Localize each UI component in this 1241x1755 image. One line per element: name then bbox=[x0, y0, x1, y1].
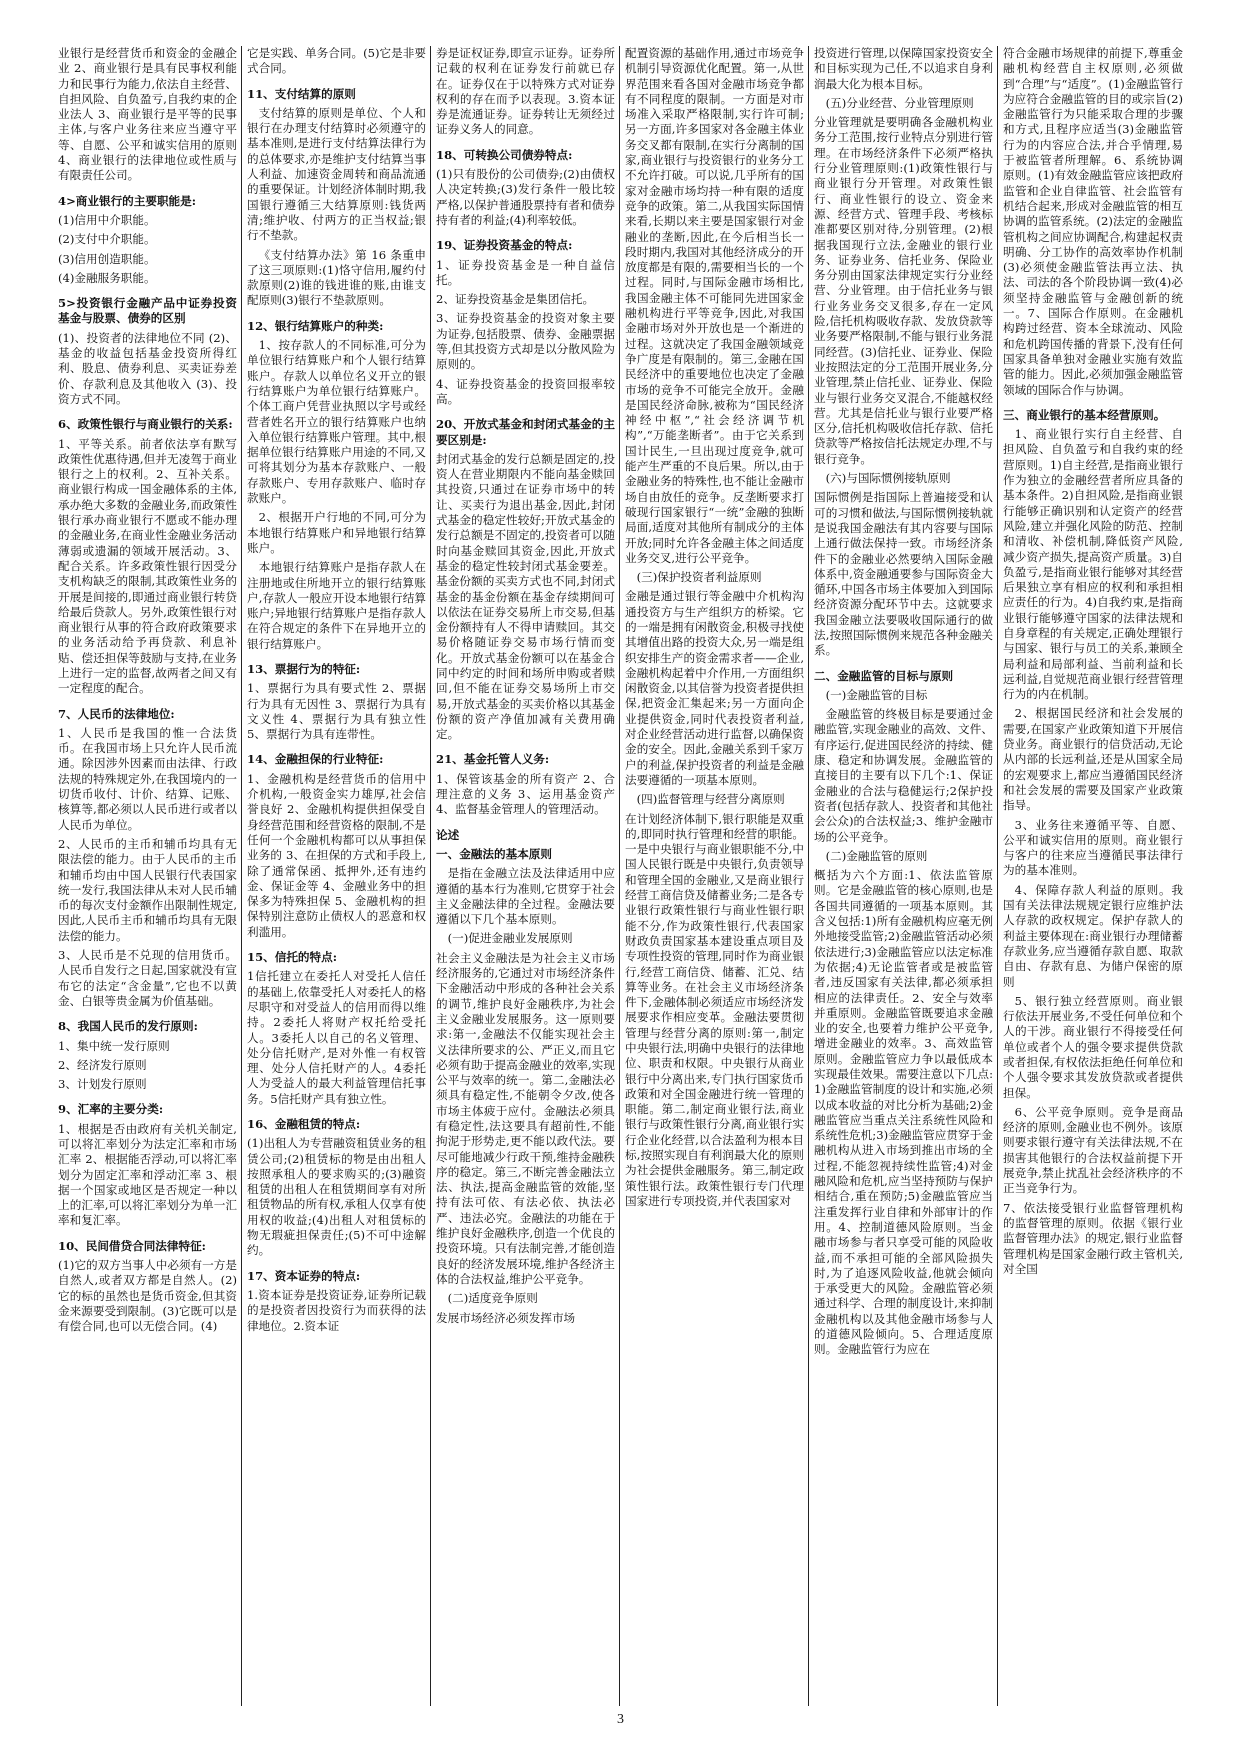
paragraph: (二)适度竞争原则 bbox=[447, 1291, 538, 1306]
paragraph: 1、人民币是我国的惟一合法货币。在我国市场上只允许人民币流通。除因涉外因素而由法律、行政法规的特殊规定外,在我国境内的一切货币收付、计价、结算、记账、核算等,都必须以人民币进行或者以人民币为单位。 bbox=[58, 725, 237, 832]
paragraph: (五)分业经营、分业管理原则 bbox=[825, 95, 974, 110]
paragraph: 2、人民币的主币和辅币均具有无限法偿的能力。由于人民币的主币和辅币均由中国人民银行代表国家统一发行,我国法律从未对人民币辅币的每次支付金额作出限制性规定,因此,人民币主币和辅币均具有无限法偿的能力。 bbox=[58, 836, 237, 943]
section-heading: 16、金融租赁的特点: bbox=[247, 1117, 361, 1131]
paragraph: 封闭式基金的发行总额是固定的,投资人在营业期限内不能向基金赎回其投资,只通过在证券市场中的转让、买卖行为退出基金,因此,封闭式基金的稳定性较好;开放式基金的发行总额是不固定的,投资者可以随时向基金赎回其资金,因此,开放式基金的稳定性较封闭式基金要差。基金份额的买卖方式也不同,封闭式基金的基金份额在基金存续期间可以依法在证券交易所上市交易,但基金份额持有人不得申请赎回。其交易价格随证券交易市场行情而变化。开放式基金份额可以在基金合同中约定的时间和场所申购或者赎回,但不能在证券交易场所上市交易,开放式基金的买卖价格以其基金份额的资产净值加减有关费用确定。 bbox=[436, 451, 615, 742]
paragraph: 它是实践、单务合同。(5)它是非要式合同。 bbox=[247, 46, 426, 76]
paragraph: 是指在金融立法及法律适用中应遵循的基本行为准则,它贯穿于社会主义金融法律的全过程。金融法要遵循以下几个基本原则。 bbox=[436, 866, 615, 927]
paragraph: 配置资源的基础作用,通过市场竞争机制引导资源优化配置。第一,从世界范围来看各国对金融市场竞争都有不同程度的限制。一方面是对市场准入采取严格限制,实行许可制;另一方面,许多国家对各金融主体业务交叉都有限制,在实行分离制的国家,商业银行与投资银行的业务分工不允许打破。可以说,几乎所有的国家对金融市场均持一种有限的适度竞争的政策。第二,从我国实际国情来看,长期以来主要是国家银行对金融业的垄断,因此,在今后相当长一段时期内,我国对其他经济成分的开放度都是有限的,需要相当长的一个过程。同时,与国际金融市场相比,我国金融主体不可能同先进国家金融机构进行平等竞争,因此,对我国金融市场对外开放也是一个渐进的过程。这就决定了我国金融领域竞争广度是有限制的。第三,金融在国民经济中的重要地位也决定了金融市场的竞争不可能完全放开。金融是国民经济命脉,被称为“国民经济神经中枢”,“社会经济调节机构”,“万能垄断者”。由于它关系到国计民生,一旦出现过度竞争,就可能产生严重的不良后果。所以,由于金融业务的特殊性,也不能让金融市场自由放任的竞争。反垄断要求打破现行国家银行“一统”金融的独断局面,适度对其他所有制成分的主体开放;同时允许各金融主体之间适度业务交叉,进行公平竞争。 bbox=[625, 46, 804, 565]
paragraph: 5、银行独立经营原则。商业银行依法开展业务,不受任何单位和个人的干涉。商业银行不得接受任何单位或者个人的强令要求提供贷款或者担保,有权依法拒绝任何单位和个人强令要求其发放贷款或者提供担保。 bbox=[1003, 993, 1183, 1100]
section-heading: 10、民间借贷合同法律特征: bbox=[58, 1238, 206, 1253]
paragraph: 1、根据是否由政府有关机关制定,可以将汇率划分为法定汇率和市场汇率 2、根据能否浮动,可以将汇率划分为固定汇率和浮动汇率 3、根据一个国家或地区是否规定一种以上的汇率,可以将汇率划分为单一汇率和复汇率。 bbox=[58, 1121, 237, 1228]
paragraph: 业银行是经营货币和资金的金融企业 2、商业银行是具有民事权利能力和民事行为能力,依法自主经营、自担风险、自负盈亏,自我约束的企业法人 3、商业银行是平等的民事主体,与客户业务往来应当遵守平等、自愿、公平和诚实信用的原则 4、商业银行的法律地位或性质与有限责任公司。 bbox=[58, 46, 237, 183]
text-column-6 bbox=[1003, 46, 1187, 1706]
text-column-1 bbox=[58, 46, 242, 1706]
section-heading: 9、汇率的主要分类: bbox=[58, 1102, 164, 1117]
paragraph: (六)与国际惯例接轨原则 bbox=[825, 471, 951, 486]
paragraph: 4、证券投资基金的投资回报率较高。 bbox=[436, 376, 615, 406]
paragraph: 本地银行结算账户是指存款人在注册地或住所地开立的银行结算账户,存款人一般应开设本地银行结算账户;异地银行结算账户是指存款人在符合规定的条件下在异地开立的银行结算账户。 bbox=[247, 560, 426, 651]
page-number: 3 bbox=[617, 1712, 624, 1727]
section-heading: 7、人民币的法律地位: bbox=[58, 706, 175, 721]
document-page bbox=[58, 46, 1188, 1706]
section-heading: 18、可转换公司债券特点: bbox=[436, 147, 573, 162]
text-column-3 bbox=[436, 46, 620, 1706]
paragraph: 3、证券投资基金的投资对象主要为证券,包括股票、债券、金融票据等,但其投资方式却是以分散风险为原则的。 bbox=[436, 311, 615, 372]
paragraph: 1、按存款人的不同标准,可分为单位银行结算账户和个人银行结算账户。存款人以单位名义开立的银行结算账户为单位银行结算账户。个体工商户凭营业执照以字号或经营者姓名开立的银行结算账户也纳入单位银行结算账户管理。其中,根据单位银行结算账户用途的不同,又可将其划分为基本存款账户、一般存款账户、专用存款账户、临时存款账户。 bbox=[247, 338, 426, 506]
paragraph: 金融是通过银行等金融中介机构沟通投资方与生产组织方的桥梁。它的一端是拥有闲散资金,积极寻找使其增值出路的投资大众,另一端是组织安排生产的资金需求者——企业,金融机构起着中介作用,一方面组织闲散资金,以其信誉为投资者提供担保,把资金汇集起来;另一方面向企业提供资金,同时代表投资者利益,对企业经营活动进行监督,以确保资金的安全。因此,金融关系到千家万户的利益,保护投资者的利益是金融法要遵循的一项基本原则。 bbox=[625, 589, 804, 787]
paragraph: 2、证券投资基金是集团信托。 bbox=[436, 292, 595, 307]
paragraph: 1.资本证券是投资证券,证券所记载的是投资者因投资行为而获得的法律地位。2.资本证 bbox=[247, 1287, 426, 1333]
paragraph: 1信托建立在委托人对受托人信任的基础上,依靠受托人对委托人的格尽职守和对受益人的信用而得以维持。2委托人将财产权托给受托人。3委托人以自己的名义管理、处分信托财产,是对外惟一有权管理、处分人信托财产的人。4委托人为受益人的最大利益管理信托事务。5信托财产具有独立性。 bbox=[247, 969, 426, 1106]
paragraph: 1、票据行为具有要式性 2、票据行为具有无因性 3、票据行为具有文义性 4、票据行为具有独立性 5、票据行为具有连带性。 bbox=[247, 681, 426, 742]
paragraph: 4、保障存款人利益的原则。我国有关法律法规规定银行应维护法人存款的政权规定。保护存款人的利益主要体现在:商业银行办理储蓄存款业务,应当遵循存款自愿、取款自由、存款有息、为储户保密的原则 bbox=[1003, 882, 1183, 989]
paragraph: 《支付结算办法》第 16 条重申了这三项原则:(1)恪守信用,履约付款原则(2)谁的钱进谁的账,由谁支配原则(3)银行不垫款原则。 bbox=[247, 247, 426, 308]
paragraph: 1、金融机构是经营货币的信用中介机构,一般资金实力雄厚,社会信誉良好 2、金融机构提供担保受自身经营范围和经营资格的限制,不是任何一个金融机构都可以从事担保业务的 3、在担保的方式和手段上,除了通常保函、抵押外,还有违约金、保证金等 4、金融业务中的担保多为特殊担保 5、金融机构的担保特别注意防止债权人的恶意和权利滥用。 bbox=[247, 771, 426, 939]
paragraph: (三)保护投资者利益原则 bbox=[636, 570, 762, 585]
paragraph: (一)促进金融业发展原则 bbox=[447, 931, 573, 946]
paragraph: (2)支付中介职能。 bbox=[58, 232, 156, 247]
paragraph: 发展市场经济必须发挥市场 bbox=[436, 1310, 576, 1325]
section-heading: 15、信托的特点: bbox=[247, 950, 337, 965]
section-heading: 论述 bbox=[436, 827, 460, 842]
paragraph: 2、根据国民经济和社会发展的需要,在国家产业政策知道下开展信贷业务。商业银行的信贷活动,无论从内部的长远利益,还是从国家全局的宏观要求上,都应当遵循国民经济和社会发展的需要及国家产业政策指导。 bbox=[1003, 706, 1183, 813]
paragraph: (1)只有股份的公司债券;(2)由债权人决定转换;(3)发行条件一般比较严格,以保护普通股票持有者和债券持有者的利益;(4)利率较低。 bbox=[436, 167, 615, 227]
paragraph: (1)出租人为专营融资租赁业务的租赁公司;(2)租赁标的物是由出租人按照承租人的要求购买的;(3)融资租赁的出租人在租赁期间享有对所租赁物品的所有权,承租人仅享有使用权的收益;(4)出租人对租赁标的物无瑕疵担保责任;(5)不可中途解约。 bbox=[247, 1136, 426, 1258]
paragraph: 国际惯例是指国际上普遍接受和认可的习惯和做法,与国际惯例接轨就是说我国金融法有其内容要与国际上通行做法保持一致。市场经济条件下的金融业必然要纳入国际金融体系中,资金融通要参与国际资金大循环,中国各市场主体要加入到国际经济资源分配环节中去。这就要求我国金融立法要吸收国际通行的做法,按照国际惯例来规范各种金融关系。 bbox=[814, 490, 993, 658]
section-heading: 4>商业银行的主要职能是: bbox=[58, 193, 196, 208]
text-column-5 bbox=[814, 46, 998, 1706]
section-heading: 20、开放式基金和封闭式基金的主要区别是: bbox=[436, 417, 615, 447]
paragraph: 概括为六个方面:1、依法监管原则。它是金融监管的核心原则,也是各国共同遵循的一项基本原则。其含义包括:1)所有金融机构应毫无例外地接受监管;2)金融监管活动必须依法进行;3)金融监管应以法定标准为依据;4)无论监管者或是被监管者,违反国家有关法律,都必须承担相应的法律责任。2、安全与效率并重原则。金融监管既要追求金融业的安全,也要着力维护公平竞争,增进金融业的效率。3、高效监管原则。金融监管应力争以最低成本实现最佳效果。需要注意以下几点:1)金融监管制度的设计和实施,必须以成本收益的对比分析为基础;2)金融监管应当重点关注系统性风险和系统性危机;3)金融监管应贯穿于金融机构从进入市场到推出市场的全过程,不能忽视持续性监管;4)对金融风险和危机,应当坚持预防与保护相结合,重在预防;5)金融监管应当注重发挥行业自律和外部审计的作用。4、控制道德风险原则。当金融市场参与者只享受可能的风险收益,而不承担可能的全部风险损失时,为了追逐风险收益,他就会倾向于承受更大的风险。金融监管必须通过科学、合理的制度设计,来抑制金融机构以及其他金融市场参与人的道德风险倾向。5、合理适度原则。金融监管行为应在 bbox=[814, 868, 993, 1357]
paragraph: 支付结算的原则是单位、个人和银行在办理支付结算时必须遵守的基本准则,是进行支付结算法律行为的总体要求,亦是维护支付结算当事人利益、加速资金周转和商品流通的重要保证。计划经济体制时期,我国银行遵循三大结算原则:钱货两清;维护收、付两方的正当权益;银行不垫款。 bbox=[247, 105, 426, 243]
section-heading: 一、金融法的基本原则 bbox=[436, 846, 552, 861]
paragraph: (四)监督管理与经营分离原则 bbox=[636, 792, 785, 807]
section-heading: 6、政策性银行与商业银行的关系: bbox=[58, 417, 233, 432]
paragraph: 投资进行管理,以保障国家投资安全和目标实现为己任,不以追求自身利润最大化为根本目标。 bbox=[814, 46, 993, 91]
paragraph: 7、依法接受银行业监督管理机构的监督管理的原则。依据《银行业监督管理办法》的规定,银行业监督管理机构是国家金融行政主管机关,对全国 bbox=[1003, 1200, 1183, 1276]
section-heading: 17、资本证券的特点: bbox=[247, 1268, 361, 1283]
text-column-2 bbox=[247, 46, 431, 1706]
section-heading: 三、商业银行的基本经营原则。 bbox=[1003, 407, 1166, 422]
paragraph: 分业管理就是要明确各金融机构业务分工范围,按行业特点分别进行管理。在市场经济条件下必须严格执行分业管理原则:(1)政策性银行与商业银行分开管理。对政策性银行、商业性银行的设立、资金来源、经营方式、管理手段、考核标准都要区别对待,分别管理。(2)根据我国现行立法,金融业的银行业务、证券业务、信托业务、保险业务分别由国家法律规定实行分业经营、分业管理。由于信托业务与银行业务业务交叉很多,存在一定风险,信托机构吸收存款、发放贷款等业务要严格限制,不能与银行业务混同经营。(3)信托业、证券业、保险业按照法定的分工范围开展业务,分业管理,禁止信托业、证券业、保险业与银行业务交叉混合,不能越权经营。尤其是信托业与银行业要严格区分,信托机构吸收信托存款、信托贷款等严格按信托法规定办理,不与银行竞争。 bbox=[814, 115, 993, 466]
paragraph: 1、保管该基金的所有资产 2、合理注意的义务 3、运用基金资产 4、监督基金管理人的管理活动。 bbox=[436, 771, 615, 817]
paragraph: 1、商业银行实行自主经营、自担风险、自负盈亏和自我约束的经营原则。1)自主经营,是指商业银行作为独立的金融经营者所应具备的基本条件。2)自担风险,是指商业银行能够正确识别和认定资产的经营风险,建立并强化风险的防范、控制和清收、补偿机制,降低资产风险,减少资产损失,提高资产质量。3)自负盈亏,是指商业银行能够对其经营后果独立享有相应的权利和承担相应责任的行为。4)自我约束,是指商业银行能够遵守国家的法律法规和自身章程的有关规定,正确处理银行与国家、银行与员工的关系,兼顾全局利益和局部利益、当前利益和长远利益,自觉规范商业银行经营管理行为的内在机制。 bbox=[1003, 427, 1183, 702]
paragraph: 2、经济发行原则 bbox=[58, 1057, 147, 1072]
text-column-4 bbox=[625, 46, 809, 1706]
paragraph: 券是证权证券,即宣示证券。证券所记载的权利在证券发行前就已存在。证券仅在于以特殊方式对证券权利的存在而予以表现。3.资本证券是流通证券。证券转让无须经过证券义务人的同意。 bbox=[436, 46, 615, 137]
paragraph: 在计划经济体制下,银行职能是双重的,即同时执行管理和经营的职能。一是中央银行与商业银职能不分,中国人民银行既是中央银行,负责领导和管理全国的金融业,又是商业银行经营工商信贷及储蓄业务;二是各专业银行政策性银行与商业性银行职能不分,作为政策性银行,代表国家财政负责国家基本建设重点项目及专项性投资的管理,同时作为商业银行,经营工商信贷、储蓄、汇兑、结算等业务。在社会主义市场经济条件下,金融体制必须适应市场经济发展要求作相应变革。金融法要贯彻管理与经营分离的原则:第一,制定中央银行法,明确中央银行的法律地位、职责和权限。中央银行从商业银行中分离出来,专门执行国家货币政策和对全国金融进行统一管理的职能。第二,制定商业银行法,商业银行与政策性银行分离,商业银行实行企业化经营,以合法盈利为根本目标,按照实现自有利润最大化的原则为社会提供金融服务。第三,制定政策性银行法。政策性银行专门代理国家进行专项投资,并代表国家对 bbox=[625, 811, 804, 1208]
paragraph: (一)金融监管的目标 bbox=[825, 687, 928, 702]
paragraph: (二)金融监管的原则 bbox=[825, 848, 928, 863]
section-heading: 13、票据行为的特征: bbox=[247, 661, 361, 676]
paragraph: 符合金融市场规律的前提下,尊重金融机构经营自主权原则,必须做到“合理”与“适度”。(1)金融监管行为应符合金融监管的目的或宗旨(2)金融监管行为只能采取合理的步骤和方式,且程序应适当(3)金融监管行为的内容应合法,并合乎情理,易于被监管者所理解。6、系统协调原则。(1)有效金融监管应该把政府监管和企业自律监管、社会监管有机结合起来,形成对金融监管的相互协调的监管系统。(2)法定的金融监管机构之间应协调配合,构建起权责明确、分工协作的高效率协作机制(3)必须使金融监管法再立法、执法、司法的各个阶段协调一致(4)必须坚持金融监管与金融创新的统一。7、国际合作原则。在金融机构跨过经营、资本全球流动、风险和危机跨国传播的背景下,没有任何国家具备单独对金融业实施有效监管的能力。因此,必须加强金融监管领域的国际合作与协调。 bbox=[1003, 46, 1183, 397]
paragraph: 1、平等关系。前者依法享有默写政策性优惠待遇,但并无凌驾于商业银行之上的权利。2、互补关系。商业银行构成一国金融体系的主体,承办绝大多数的金融业务,而政策性银行承办商业银行不愿或不能办理的金融业务,在商业性金融业务活动薄弱或遗漏的领域开展活动。3、配合关系。许多政策性银行因受分支机构缺乏的限制,其政策性业务的开展是间接的,即通过商业银行转贷给最后贷款人。另外,政策性银行对商业银行从事的符合政府政策要求的业务活动给予再贷款、利息补贴、偿还担保等鼓励与支持,在业务上进行一定的监督,故两者之间又有一定程度的配合。 bbox=[58, 436, 237, 696]
paragraph: 3、业务往来遵循平等、自愿、公平和诚实信用的原则。商业银行与客户的往来应当遵循民事法律行为的基本准则。 bbox=[1003, 817, 1183, 878]
section-heading: 二、金融监管的目标与原则 bbox=[814, 668, 954, 683]
section-heading: 14、金融担保的行业特征: bbox=[247, 752, 384, 767]
paragraph: (3)信用创造职能。 bbox=[58, 251, 156, 266]
paragraph: 社会主义金融法是为社会主义市场经济服务的,它通过对市场经济条件下金融活动中形成的各种社会关系的调节,维护良好金融秩序,为社会主义金融业发展服务。这一原则要求:第一,金融法不仅能实现社会主义法律所要求的公、严正义,而且它必须有助于提高金融业的效率,实现公平与效率的统一。第二,金融法必须具有稳定性,不能朝令夕改,使各市场主体疲于应付。金融法必须具有稳定性,法这要具有超前性,不能拘泥于形势走,更不能以政代法。要尽可能地减少行政干预,维持金融秩序的稳定。第三,不断完善金融法立法、执法,提高金融监管的效能,坚持有法可依、有法必依、执法必严、违法必究。金融法的功能在于维护良好金融秩序,创造一个优良的投资环境。只有法制完善,才能创造良好的经济发展环境,维护各经济主体的合法权益,维护公平竞争。 bbox=[436, 950, 615, 1286]
paragraph: 1、证券投资基金是一种自益信托。 bbox=[436, 257, 615, 287]
paragraph: 6、公平竞争原则。竞争是商品经济的原则,金融业也不例外。该原则要求银行遵守有关法律法规,不在损害其他银行的合法权益前提下开展竞争,禁止扰乱社会经济秩序的不正当竞争行为。 bbox=[1003, 1104, 1183, 1196]
section-heading: 11、支付结算的原则 bbox=[247, 86, 356, 101]
paragraph: 2、根据开户行地的不同,可分为本地银行结算账户和异地银行结算账户。 bbox=[247, 510, 426, 555]
paragraph: 金融监管的终极目标是要通过金融监管,实现金融业的高效、文件、有序运行,促进国民经济的持续、健康、稳定和协调发展。金融监管的直接目的主要有以下几个:1、保证金融业的合法与稳健运行;2保护投资者(包括存款人、投资者和其他社会公众)的合法权益;3、维护金融市场的公平竞争。 bbox=[814, 707, 993, 844]
section-heading: 5>投资银行金融产品中证券投资基金与股票、债券的区别 bbox=[58, 296, 237, 326]
paragraph: 3、计划发行原则 bbox=[58, 1077, 147, 1092]
paragraph: (1)、投资者的法律地位不同 (2)、基金的收益包括基金投资所得红利、股息、债券利息、买卖证券差价、存款利息及其他收入 (3)、投资方式不同。 bbox=[58, 330, 237, 406]
paragraph: (1)它的双方当事人中必须有一方是自然人,或者双方都是自然人。(2)它的标的虽然也是货币资金,但其资金来源要受到限制。(3)它既可以是有偿合同,也可以无偿合同。(4) bbox=[58, 1258, 237, 1334]
section-heading: 19、证券投资基金的特点: bbox=[436, 238, 573, 253]
paragraph: 3、人民币是不兑现的信用货币。人民币自发行之日起,国家就没有宣布它的法定“含金量”,它也不以黄金、白银等贵金属为价值基础。 bbox=[58, 948, 237, 1008]
section-heading: 8、我国人民币的发行原则: bbox=[58, 1019, 198, 1034]
paragraph: 1、集中统一发行原则 bbox=[58, 1038, 170, 1053]
paragraph: (1)信用中介职能。 bbox=[58, 212, 156, 227]
section-heading: 21、基金托管人义务: bbox=[436, 752, 550, 767]
paragraph: (4)金融服务职能。 bbox=[58, 270, 156, 285]
section-heading: 12、银行结算账户的种类: bbox=[247, 318, 384, 333]
